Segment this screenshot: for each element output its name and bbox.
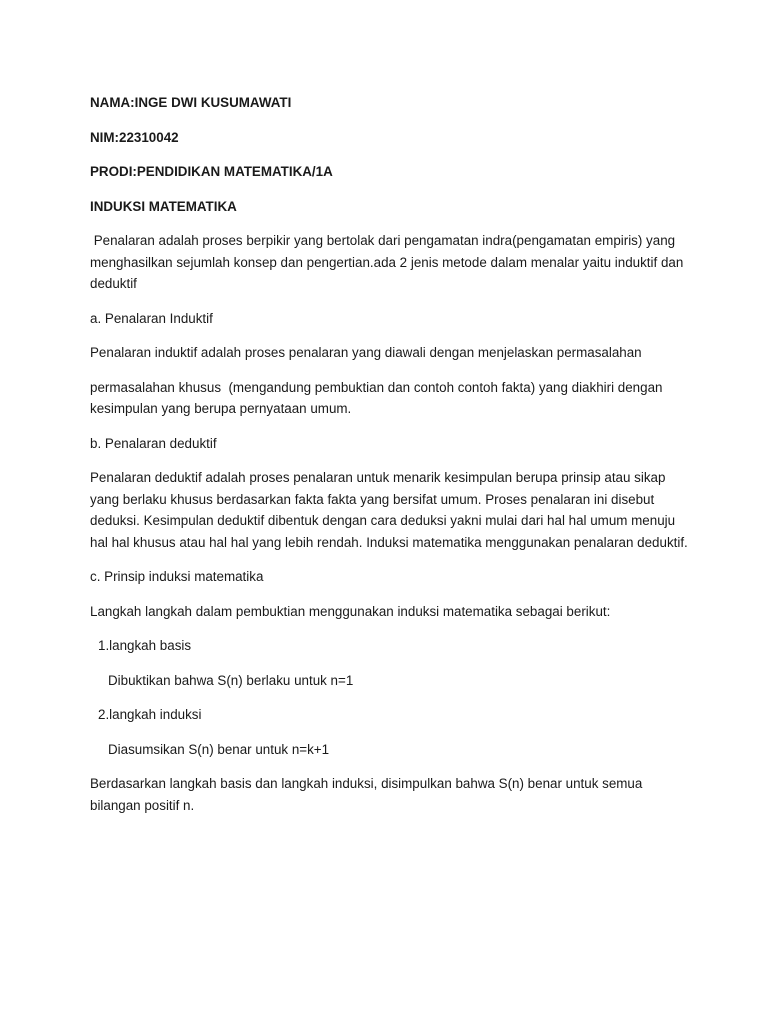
section-b-heading: b. Penalaran deduktif — [90, 435, 217, 451]
intro-paragraph: Penalaran adalah proses berpikir yang bertolak dari pengamatan indra(pengamatan empiris) yang menghasilkan sejumlah konsep dan pengertian.ada 2 jenis metode dalam menalar yaitu induktif dan deduktif — [90, 233, 688, 291]
conclusion-paragraph: Berdasarkan langkah basis dan langkah induksi, disimpulkan bahwa S(n) benar untuk semua bilangan positif n. — [90, 776, 643, 813]
step-2-detail: Diasumsikan S(n) benar untuk n=k+1 — [108, 741, 330, 757]
section-c-heading: c. Prinsip induksi matematika — [90, 569, 264, 584]
student-program: PRODI:PENDIDIKAN MATEMATIKA/1A — [90, 164, 333, 179]
step-1-label: 1.langkah basis — [98, 638, 192, 653]
section-b-paragraph-1: Penalaran deduktif adalah proses penalaran untuk menarik kesimpulan berupa prinsip atau sikap yang berlaku khusus berdasarkan fakta fakta yang bersifat umum. Proses penalaran ini disebut deduksi. Kesimpulan deduktif dibentuk dengan cara deduksi yakni mulai dari hal hal umum menuju hal hal khusus atau hal hal yang lebih rendah. Induksi matematika menggunakan penalaran deduktif. — [90, 470, 688, 550]
section-c-intro: Langkah langkah dalam pembuktian menggunakan induksi matematika sebagai berikut: — [90, 603, 611, 619]
section-a-paragraph-1: Penalaran induktif adalah proses penalaran yang diawali dengan menjelaskan permasalahan — [90, 345, 642, 360]
student-name: NAMA:INGE DWI KUSUMAWATI — [90, 95, 292, 110]
section-a-paragraph-2: permasalahan khusus (mengandung pembuktian dan contoh contoh fakta) yang diakhiri dengan kesimpulan yang berupa pernyataan umum. — [90, 379, 667, 416]
document-title: INDUKSI MATEMATIKA — [90, 198, 237, 214]
section-a-heading: a. Penalaran Induktif — [90, 310, 213, 326]
step-2-label: 2.langkah induksi — [98, 707, 202, 722]
document-body — [90, 92, 690, 829]
student-nim: NIM:22310042 — [90, 129, 179, 145]
step-1-detail: Dibuktikan bahwa S(n) berlaku untuk n=1 — [108, 672, 354, 688]
